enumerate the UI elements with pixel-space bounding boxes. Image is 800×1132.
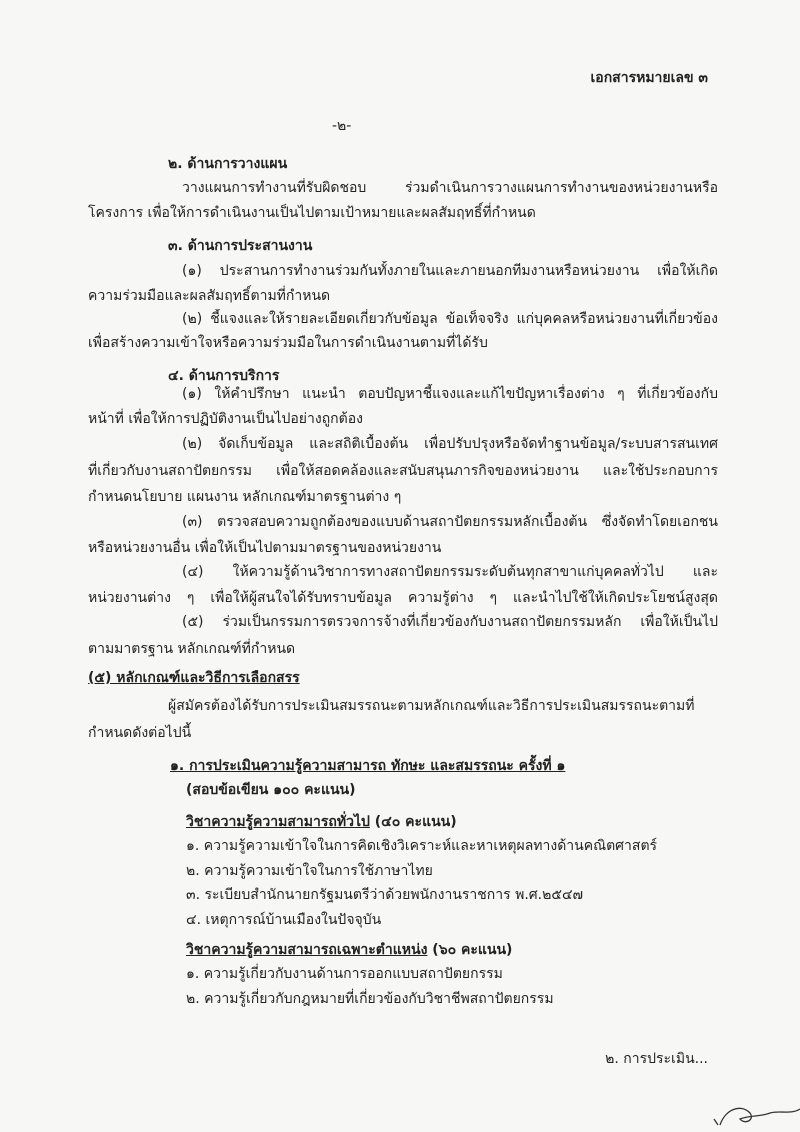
subject-heading xyxy=(186,940,512,960)
paragraph-line: (๒) ชี้แจงและให้รายละเอียดเกี่ยวกับข้อมูล ข้อเท็จจริง แก่บุคคลหรือหน่วยงานที่เกี่ยวข้อง xyxy=(182,311,718,327)
paragraph-line: ตามมาตรฐาน หลักเกณฑ์ที่กำหนด xyxy=(88,641,296,657)
continued-footer: ๒. การประเมิน... xyxy=(605,1051,708,1067)
list-item: ๑. ความรู้เกี่ยวกับงานด้านการออกแบบสถาปัตยกรรม xyxy=(186,966,503,982)
list-item: ๒. ความรู้ความเข้าใจในการใช้ภาษาไทย xyxy=(186,863,433,879)
paragraph-line: (๓) ตรวจสอบความถูกต้องของแบบด้านสถาปัตยกรรมหลักเบื้องต้น ซึ่งจัดทำโดยเอกชน xyxy=(182,514,718,530)
section-heading: ๔. ด้านการบริการ xyxy=(168,368,280,384)
paragraph-line: ผู้สมัครต้องได้รับการประเมินสมรรถนะตามหลักเกณฑ์และวิธีการประเมินสมรรถนะตามที่ xyxy=(168,698,695,714)
list-item: ๓. ระเบียบสำนักนายกรัฐมนตรีว่าด้วยพนักงานราชการ พ.ศ.๒๕๔๗ xyxy=(186,887,584,903)
paragraph-line: วางแผนการทำงานที่รับผิดชอบ ร่วมดำเนินการวางแผนการทำงานของหน่วยงานหรือ xyxy=(182,180,718,196)
assessment-title: ๑. การประเมินความรู้ความสามารถ ทักษะ และสมรรถนะ ครั้งที่ ๑ xyxy=(170,758,566,774)
paragraph-line: (๑) ประสานการทำงานร่วมกันทั้งภายในและภายนอกทีมงานหรือหน่วยงาน เพื่อให้เกิด xyxy=(182,263,718,279)
paragraph-line: (๒) จัดเก็บข้อมูล และสถิติเบื้องต้น เพื่อปรับปรุงหรือจัดทำฐานข้อมูล/ระบบสารสนเทศ xyxy=(182,436,718,452)
paragraph-line: (๕) ร่วมเป็นกรรมการตรวจการจ้างที่เกี่ยวข้องกับงานสถาปัตยกรรมหลัก เพื่อให้เป็นไป xyxy=(182,614,718,630)
paragraph-line: กำหนดนโยบาย แผนงาน หลักเกณฑ์มาตรฐานต่าง ๆ xyxy=(88,489,402,505)
paragraph-line: หน้าที่ เพื่อให้การปฏิบัติงานเป็นไปอย่างถูกต้อง xyxy=(88,411,363,427)
section-heading: ๒. ด้านการวางแผน xyxy=(168,156,288,172)
subject-score: (๖๐ คะแนน) xyxy=(427,942,513,958)
paragraph-line: ความร่วมมือและผลสัมฤทธิ์ตามที่กำหนด xyxy=(88,288,331,304)
subject-title: วิชาความรู้ความสามารถเฉพาะตำแหน่ง xyxy=(186,942,428,958)
section-heading: ๓. ด้านการประสานงาน xyxy=(168,238,313,254)
list-item: ๑. ความรู้ความเข้าใจในการคิดเชิงวิเคราะห์และหาเหตุผลทางด้านคณิตศาสตร์ xyxy=(186,838,658,854)
paragraph-line: (๑) ให้คำปรึกษา แนะนำ ตอบปัญหาชี้แจงและแก้ไขปัญหาเรื่องต่าง ๆ ที่เกี่ยวข้องกับ xyxy=(182,386,718,402)
paragraph-line: เพื่อสร้างความเข้าใจหรือความร่วมมือในการดำเนินงานตามที่ได้รับ xyxy=(88,335,488,351)
list-item: ๔. เหตุการณ์บ้านเมืองในปัจจุบัน xyxy=(186,912,382,928)
paragraph-line: กำหนดดังต่อไปนี้ xyxy=(88,725,192,741)
selection-heading: (๕) หลักเกณฑ์และวิธีการเลือกสรร xyxy=(88,670,300,686)
list-item: ๒. ความรู้เกี่ยวกับกฎหมายที่เกี่ยวข้องกับวิชาชีพสถาปัตยกรรม xyxy=(186,991,554,1007)
paragraph-line: โครงการ เพื่อให้การดำเนินงานเป็นไปตามเป้าหมายและผลสัมฤทธิ์ที่กำหนด xyxy=(88,205,536,221)
subject-title: วิชาความรู้ความสามารถทั่วไป xyxy=(186,814,370,830)
paragraph-line: (๔) ให้ความรู้ด้านวิชาการทางสถาปัตยกรรมระดับต้นทุกสาขาแก่บุคคลทั่วไป และ xyxy=(182,564,718,580)
page-number: -๒- xyxy=(332,118,352,134)
signature-icon xyxy=(700,1095,800,1132)
paragraph-line: หน่วยงานต่าง ๆ เพื่อให้ผู้สนใจได้รับทราบข้อมูล ความรู้ต่าง ๆ และนำไปใช้ให้เกิดประโยชน์สูงสุด xyxy=(88,590,718,606)
paragraph-line: ที่เกี่ยวกับงานสถาปัตยกรรม เพื่อให้สอดคล้องและสนับสนุนภารกิจของหน่วยงาน และใช้ประกอบการ xyxy=(88,463,718,479)
document-number: เอกสารหมายเลข ๓ xyxy=(590,70,708,86)
assessment-note: (สอบข้อเขียน ๑๐๐ คะแนน) xyxy=(186,782,356,798)
subject-score: (๔๐ คะแนน) xyxy=(369,814,457,830)
paragraph-line: หรือหน่วยงานอื่น เพื่อให้เป็นไปตามมาตรฐานของหน่วยงาน xyxy=(88,540,442,556)
subject-heading xyxy=(186,812,457,832)
